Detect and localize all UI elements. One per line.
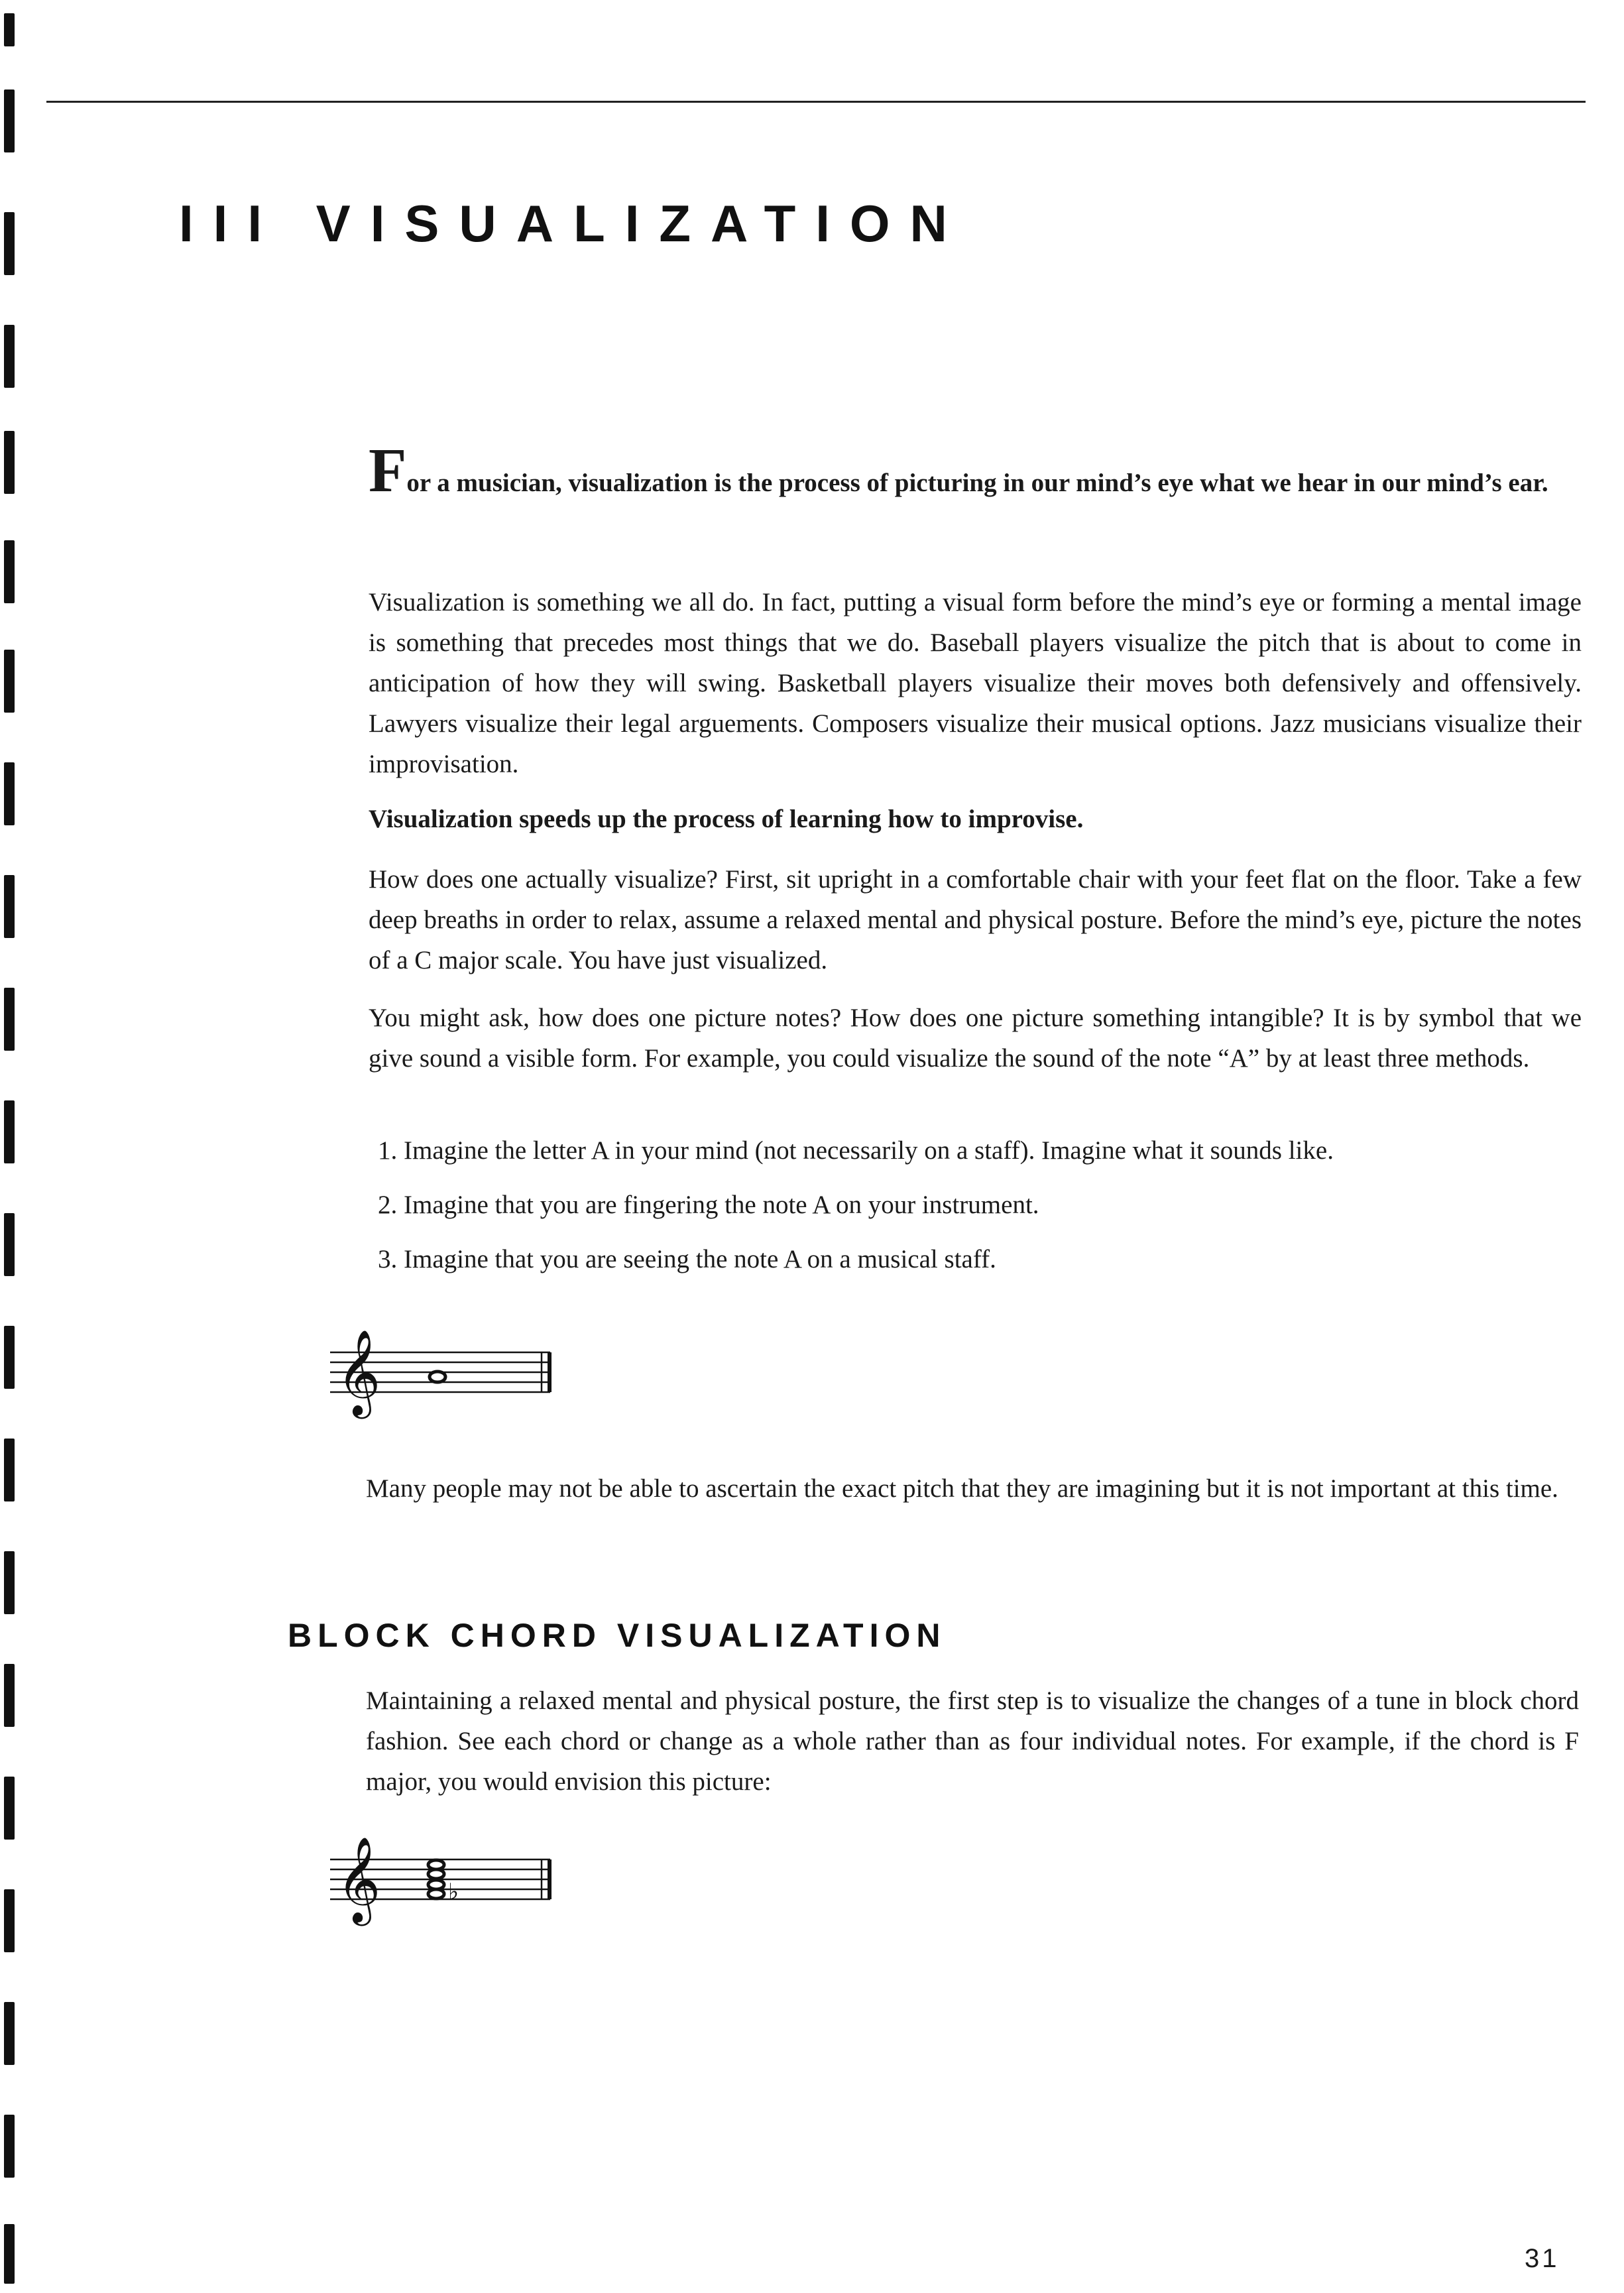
lead-paragraph: [369, 436, 1582, 505]
chapter-title: III VISUALIZATION: [179, 194, 967, 253]
list-item: 3. Imagine that you are seeing the note A on a musical staff.: [378, 1245, 996, 1273]
header-rule: [46, 101, 1586, 103]
paragraph-key-point: Visualization speeds up the process of learning how to improvise.: [369, 805, 1084, 833]
lead-text: or a musician, visualization is the process of picturing in our mind’s eye what we hear in our mind’s ear.: [406, 469, 1548, 497]
paragraph-pitch-note: Many people may not be able to ascertain the exact pitch that they are imagining but it is not important at this time.: [366, 1474, 1558, 1503]
list-item: 1. Imagine the letter A in your mind (not necessarily on a staff). Imagine what it sounds like.: [378, 1136, 1334, 1165]
page-number: 31: [1525, 2244, 1560, 2273]
paragraph-block-chord: Maintaining a relaxed mental and physical posture, the first step is to visualize the changes of a tune in block chord fashion. See each chord or change as a whole rather than as four individual notes. For example, if the chord is F major, you would envision this picture:: [366, 1686, 1579, 1796]
section-heading: BLOCK CHORD VISUALIZATION: [288, 1617, 947, 1654]
svg-text:𝄞: 𝄞: [337, 1329, 381, 1415]
paragraph-picture-notes: You might ask, how does one picture notes? How does one picture something intangible? It is by symbol that we give sound a visible form. For example, you could visualize the sound of the note “A” by at least three methods.: [369, 1004, 1582, 1073]
svg-text:♭: ♭: [448, 1879, 459, 1905]
drop-cap: F: [369, 436, 407, 505]
svg-text:𝄞: 𝄞: [337, 1836, 381, 1922]
paragraph-visualization-everyday: Visualization is something we all do. In fact, putting a visual form before the mind’s eye or forming a mental image is something that precedes most things that we do. Baseball players visualize the pitch that is about to come in anticipation of how they will swing. Basketball players visualize their moves both defensively and offensively. Lawyers visualize their legal arguements. Composers visualize their musical options. Jazz musicians visualize their improvisation.: [369, 588, 1582, 778]
list-item: 2. Imagine that you are fingering the note A on your instrument.: [378, 1191, 1039, 1219]
treble-clef-note-a-icon: [325, 1326, 557, 1425]
treble-clef-f-major-chord-icon: [325, 1833, 557, 1932]
spiral-binding: [0, 0, 20, 2293]
methods-list: [378, 1130, 1571, 1293]
paragraph-how-to-visualize: How does one actually visualize? First, sit upright in a comfortable chair with your feet flat on the floor. Take a few deep breaths in order to relax, assume a relaxed mental and physical posture. Before the mind’s eye, picture the notes of a C major scale. You have just visualized.: [369, 865, 1582, 974]
